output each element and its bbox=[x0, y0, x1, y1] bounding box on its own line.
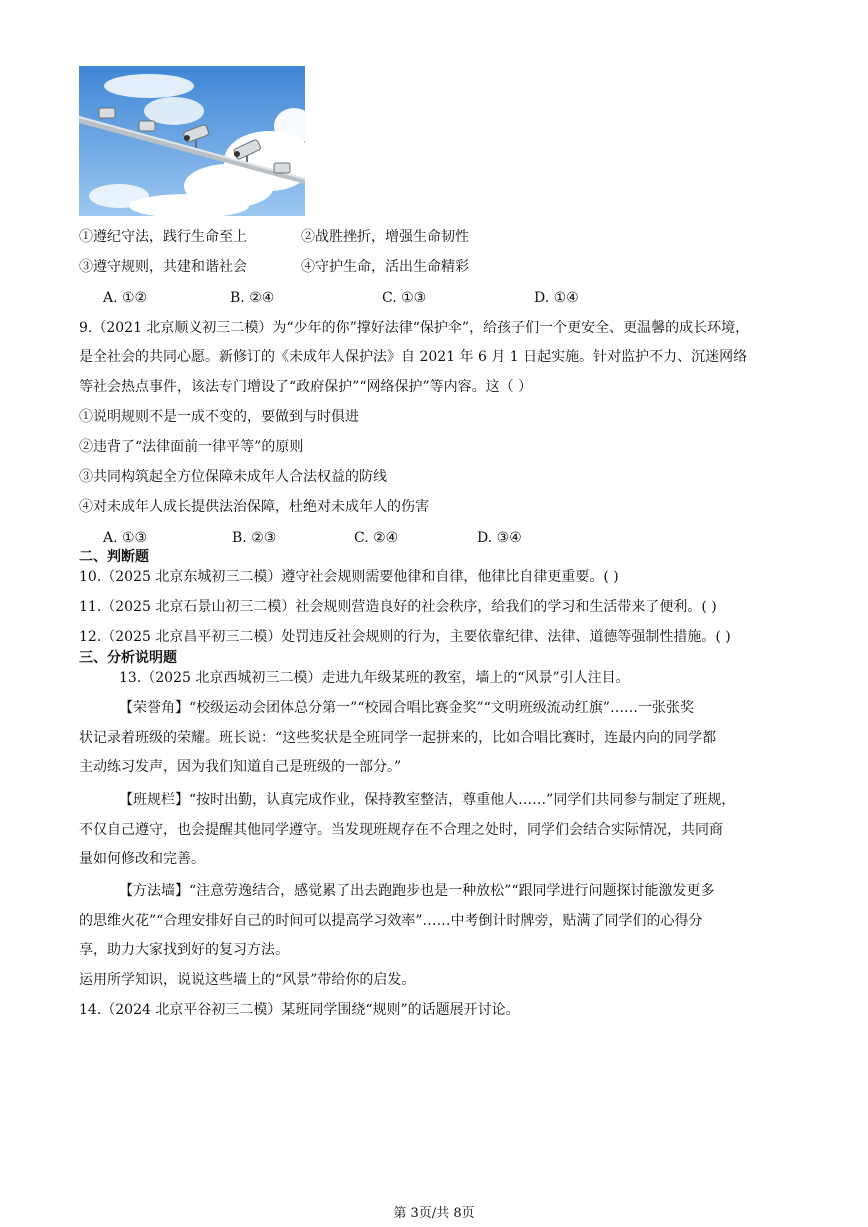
q13-task: 运用所学知识，说说这些墙上的“风景”带给你的启发。 bbox=[79, 972, 416, 988]
q13-rules-line-3: 量如何修改和完善。 bbox=[79, 851, 205, 867]
q8-choice-c[interactable]: C. ①③ bbox=[382, 290, 427, 306]
q8-option-3: ③遵守规则，共建和谐社会 bbox=[79, 259, 247, 275]
q13-method-line-1: 【方法墙】“注意劳逸结合，感觉累了出去跑跑步也是一种放松”“跟同学进行问题探讨能激发更多 bbox=[119, 883, 715, 899]
q13-stem: 13.（2025 北京西城初三二模）走进九年级某班的教室，墙上的“风景”引人注目。 bbox=[119, 670, 630, 686]
q8-option-4: ④守护生命，活出生命精彩 bbox=[301, 259, 469, 275]
q13-method-line-3: 享，助力大家找到好的复习方法。 bbox=[79, 942, 289, 958]
q8-option-2: ②战胜挫折，增强生命韧性 bbox=[301, 229, 469, 245]
q8-choice-d[interactable]: D. ①④ bbox=[534, 290, 579, 306]
q9-stem-line-3: 等社会热点事件，该法专门增设了“政府保护”“网络保护”等内容。这（ ） bbox=[79, 379, 533, 395]
surveillance-camera-photo bbox=[79, 66, 305, 216]
section-3-heading: 三、分析说明题 bbox=[79, 650, 177, 666]
q9-option-4: ④对未成年人成长提供法治保障，杜绝对未成年人的伤害 bbox=[79, 499, 429, 515]
q9-choice-a[interactable]: A. ①③ bbox=[103, 530, 148, 546]
q14-text: 14.（2024 北京平谷初三二模）某班同学围绕“规则”的话题展开讨论。 bbox=[79, 1002, 520, 1018]
q9-option-1: ①说明规则不是一成不变的，要做到与时俱进 bbox=[79, 409, 359, 425]
q9-choice-b[interactable]: B. ②③ bbox=[232, 530, 277, 546]
q12-text: 12.（2025 北京昌平初三二模）处罚违反社会规则的行为，主要依靠纪律、法律、道德等强制性措施。( ) bbox=[79, 629, 731, 645]
q8-option-1: ①遵纪守法，践行生命至上 bbox=[79, 229, 247, 245]
section-2-heading: 二、判断题 bbox=[79, 549, 149, 565]
q9-choice-d[interactable]: D. ③④ bbox=[477, 530, 522, 546]
q13-honor-line-3: 主动练习发声，因为我们知道自己是班级的一部分。” bbox=[79, 759, 402, 775]
q9-option-2: ②违背了“法律面前一律平等”的原则 bbox=[79, 439, 304, 455]
q11-text: 11.（2025 北京石景山初三二模）社会规则营造良好的社会秩序，给我们的学习和生活带来了便利。( ) bbox=[79, 599, 717, 615]
q8-choice-b[interactable]: B. ②④ bbox=[230, 290, 275, 306]
q9-choice-c[interactable]: C. ②④ bbox=[354, 530, 399, 546]
q8-choice-a[interactable]: A. ①② bbox=[103, 290, 148, 306]
q10-text: 10.（2025 北京东城初三二模）遵守社会规则需要他律和自律，他律比自律更重要。( ) bbox=[79, 569, 619, 585]
q13-honor-line-1: 【荣誉角】“校级运动会团体总分第一”“校园合唱比赛金奖”“文明班级流动红旗”……一张张奖 bbox=[119, 700, 694, 716]
q9-stem-line-1: 9.（2021 北京顺义初三二模）为“少年的你”撑好法律“保护伞”，给孩子们一个更安全、更温馨的成长环境， bbox=[79, 320, 750, 336]
q13-rules-line-2: 不仅自己遵守，也会提醒其他同学遵守。当发现班规存在不合理之处时，同学们会结合实际情况，共同商 bbox=[79, 822, 723, 838]
q13-rules-line-1: 【班规栏】“按时出勤，认真完成作业，保持教室整洁，尊重他人……”同学们共同参与制定了班规， bbox=[119, 792, 736, 808]
page-number: 第 3页/共 8页 bbox=[393, 1206, 475, 1221]
q9-option-3: ③共同构筑起全方位保障未成年人合法权益的防线 bbox=[79, 469, 387, 485]
q13-honor-line-2: 状记录着班级的荣耀。班长说：“这些奖状是全班同学一起拼来的，比如合唱比赛时，连最内向的同学都 bbox=[79, 730, 717, 746]
q13-method-line-2: 的思维火花”“合理安排好自己的时间可以提高学习效率”……中考倒计时牌旁，贴满了同学们的心得分 bbox=[79, 913, 703, 929]
q9-stem-line-2: 是全社会的共同心愿。新修订的《未成年人保护法》自 2021 年 6 月 1 日起实施。针对监护不力、沉迷网络 bbox=[79, 349, 748, 365]
